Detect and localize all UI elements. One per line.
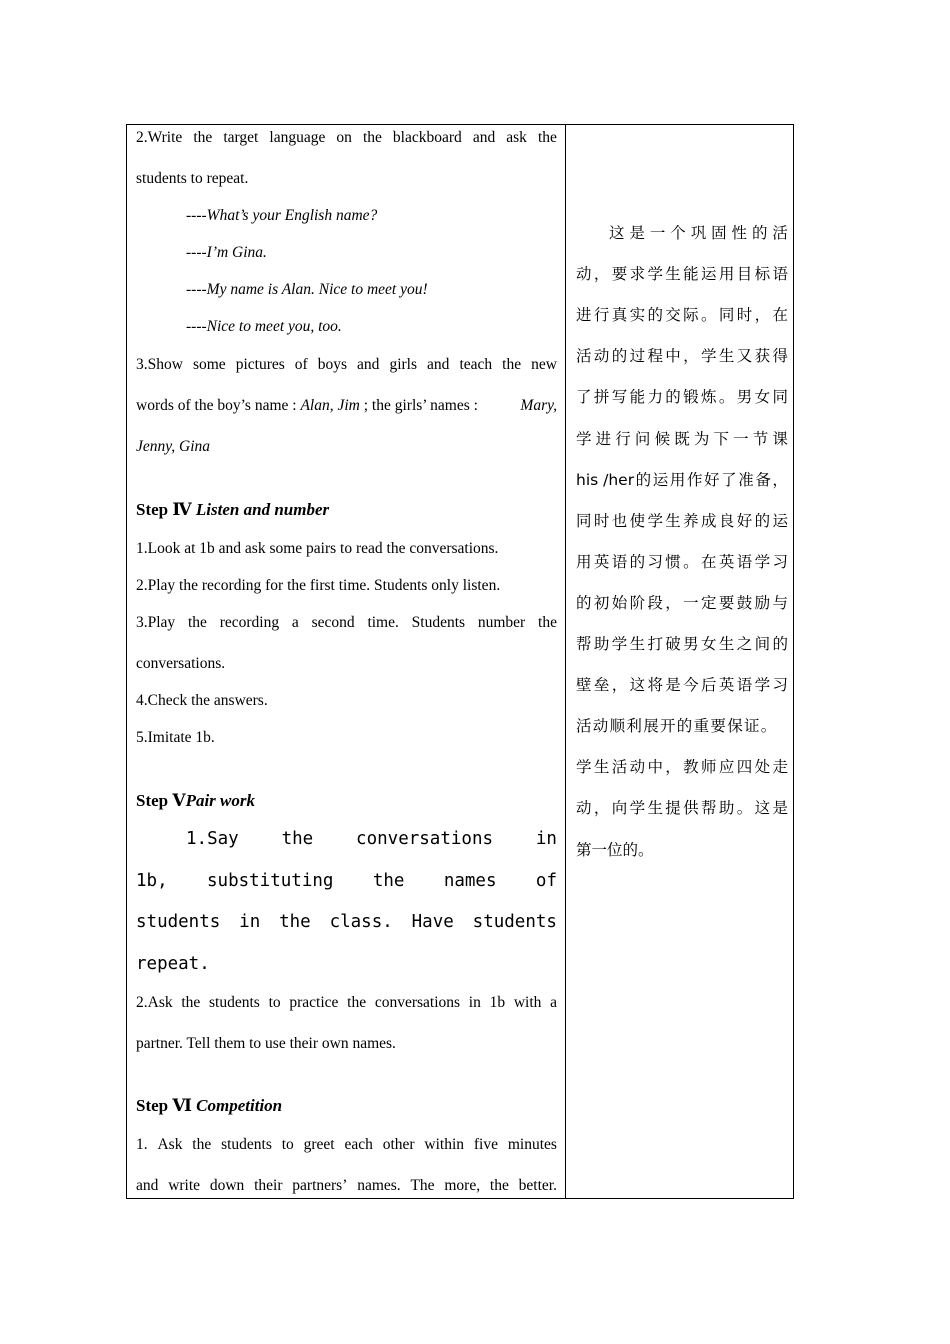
word: better. [518, 1177, 557, 1194]
step-5-mono-line-1 [136, 829, 557, 849]
word: and [427, 356, 450, 373]
paragraph-3-line-2: words of the boy’s name : Alan, Jim ; the girls’ names : Mary, [136, 397, 557, 414]
word: target [223, 129, 259, 146]
word: students [136, 912, 221, 932]
word: other [382, 1136, 415, 1153]
word: in [468, 994, 481, 1011]
step-5-paragraph-2-line-1 [136, 994, 557, 1012]
step-6-heading: Step Ⅵ Competition [136, 1096, 283, 1115]
word: minutes [507, 1136, 557, 1153]
step-5-mono-line-2 [136, 871, 557, 891]
commentary-line: 帮 助 学 生 打 破 男 女 生 之 间 的 [576, 635, 788, 653]
word: within [424, 1136, 465, 1153]
step-4-item: 5.Imitate 1b. [136, 729, 215, 746]
word: Ask [157, 1136, 183, 1153]
word: some [192, 356, 226, 373]
word: 1.Say [186, 829, 239, 849]
word: their [254, 1177, 283, 1194]
word: 1. [136, 1136, 148, 1153]
word: ask [506, 129, 527, 146]
word: a [550, 994, 557, 1011]
commentary-line: 了 拼 写 能 力 的 锻 炼 。 男 女 同 [576, 388, 788, 407]
word: recording [219, 614, 280, 631]
word: on [336, 129, 352, 146]
paragraph-2-line-2: students to repeat. [136, 170, 249, 187]
word: the [193, 129, 213, 146]
step-5-paragraph-2-line-2: partner. Tell them to use their own names. [136, 1035, 396, 1052]
commentary-line: 学 生 活 动 中 ， 教 师 应 四 处 走 [576, 758, 788, 777]
word: The [410, 1177, 435, 1194]
step-4-item [136, 614, 557, 632]
word: in [239, 912, 261, 932]
word: down [209, 1177, 245, 1194]
word: the [502, 356, 522, 373]
word: the [347, 994, 367, 1011]
word: the [362, 129, 382, 146]
step-4-item: 2.Play the recording for the first time. Students only listen. [136, 577, 501, 594]
column-divider [565, 125, 566, 1198]
word: substituting [207, 871, 334, 891]
step-5-heading: Step ⅤPair work [136, 791, 255, 810]
paragraph-2-line-1 [136, 129, 557, 147]
word: 3.Play [136, 614, 176, 631]
step-5-mono-line-3 [136, 912, 557, 932]
commentary-line: 用 英 语 的 习 惯 。 在 英 语 学 习 [576, 552, 788, 571]
word: time. [367, 614, 399, 631]
paragraph-3-line-1 [136, 356, 557, 374]
step-4-item: conversations. [136, 655, 226, 672]
dialogue-line-3: ----My name is Alan. Nice to meet you! [186, 281, 428, 298]
dialogue-line-4: ----Nice to meet you, too. [186, 318, 342, 335]
word: of [535, 871, 557, 891]
paragraph-3-line-3: Jenny, Gina [136, 438, 211, 455]
word: to [268, 994, 281, 1011]
word: more, [444, 1177, 481, 1194]
word: language [269, 129, 326, 146]
dialogue-line-1: ----What’s your English name? [186, 207, 378, 224]
word: 2.Write [136, 129, 183, 146]
word: blackboard [392, 129, 462, 146]
word: conversations [356, 829, 494, 849]
word: 1b, [136, 871, 168, 891]
word: and [136, 1177, 159, 1194]
word: and [472, 129, 496, 146]
lesson-table [126, 124, 794, 1199]
word: the [279, 912, 311, 932]
word: write [168, 1177, 201, 1194]
commentary-line: 的 初 始 阶 段 ， 一 定 要 鼓 励 与 [576, 593, 788, 612]
word: partners’ [292, 1177, 348, 1194]
word: number [477, 614, 526, 631]
word: Students [411, 614, 466, 631]
word: students [221, 1136, 272, 1153]
commentary-line: 壁 垒 ， 这 将 是 今 后 英 语 学 习 [576, 676, 788, 695]
word: new [531, 356, 557, 373]
commentary-line: 动 ， 要 求 学 生 能 运 用 目 标 语 [576, 265, 788, 284]
step-4-item: 4.Check the answers. [136, 692, 268, 709]
step-5-mono-line-4: repeat. [136, 954, 210, 974]
word: names. [357, 1177, 401, 1194]
word: with [513, 994, 542, 1011]
commentary-line: 学 进 行 问 候 既 为 下 一 节 课 [576, 429, 788, 448]
word: pictures [235, 356, 285, 373]
step-6-line-2 [136, 1177, 557, 1195]
word: the [537, 129, 557, 146]
dialogue-line-2: ----I’m Gina. [186, 244, 267, 261]
word: students [472, 912, 557, 932]
word: the [489, 1177, 509, 1194]
word: second [311, 614, 355, 631]
procedure-column [136, 125, 557, 1198]
commentary-line: 进 行 真 实 的 交 际 。 同 时 ， 在 [576, 306, 788, 325]
word: 1b [489, 994, 506, 1011]
word: conversations [374, 994, 461, 1011]
step-4-item: 1.Look at 1b and ask some pairs to read the conversations. [136, 540, 499, 557]
word: in [535, 829, 557, 849]
commentary-line: 第一位的。 [576, 840, 654, 859]
step-4-heading: Step Ⅳ Listen and number [136, 500, 330, 519]
word: girls [389, 356, 418, 373]
commentary-line: 活 动 的 过 程 中 ， 学 生 又 获 得 [576, 347, 788, 366]
word: students [209, 994, 260, 1011]
word: and [357, 356, 380, 373]
word: 2.Ask [136, 994, 173, 1011]
word: of [294, 356, 308, 373]
word: each [344, 1136, 373, 1153]
word: five [473, 1136, 498, 1153]
commentary-line: 这 是 一 个 巩 固 性 的 活 [609, 224, 788, 242]
commentary-line: his /her 的 运 用 作 好 了 准 备 ， [576, 470, 788, 489]
commentary-line: 同 时 也 使 学 生 养 成 良 好 的 运 [576, 511, 788, 530]
word: 3.Show [136, 356, 183, 373]
commentary-line: 动 ， 向 学 生 提 供 帮 助 。 这 是 [576, 799, 788, 818]
word: the [372, 871, 405, 891]
word: boys [317, 356, 348, 373]
word: names [443, 871, 497, 891]
word: greet [303, 1136, 335, 1153]
word: a [291, 614, 299, 631]
word: the [187, 614, 207, 631]
word: the [192, 1136, 212, 1153]
word: class. [329, 912, 393, 932]
word: the [281, 829, 314, 849]
step-6-line-1 [136, 1136, 557, 1154]
word: practice [289, 994, 339, 1011]
word: to [281, 1136, 294, 1153]
word: the [181, 994, 201, 1011]
word: Have [411, 912, 454, 932]
word: teach [459, 356, 493, 373]
word: the [538, 614, 557, 631]
commentary-line: 活动顺利展开的重要保证。 [576, 717, 778, 736]
